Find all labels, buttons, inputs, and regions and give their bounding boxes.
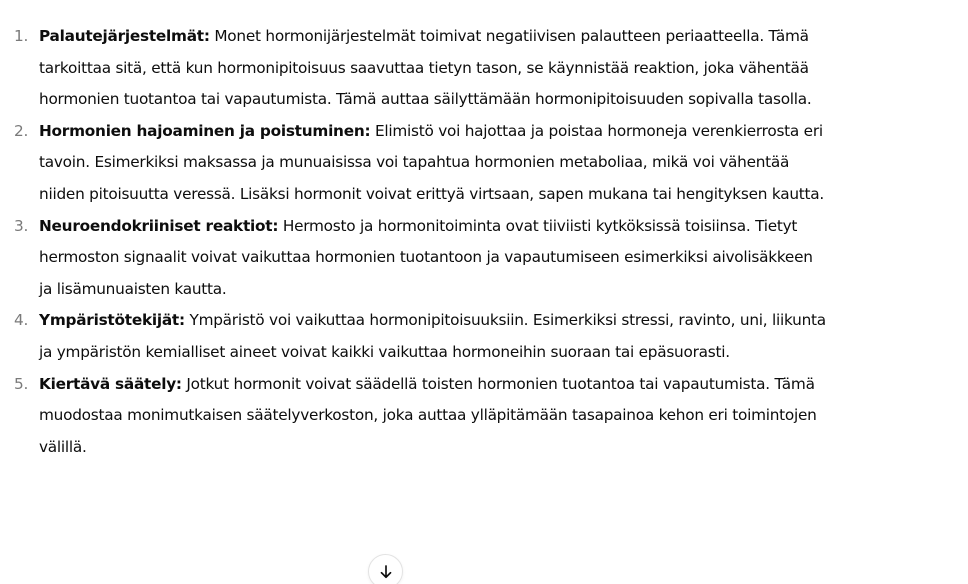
list-item-text: Elimistö voi hajottaa ja poistaa hormoneja verenkierrosta eri tavoin. Esimerkiksi maksassa ja munuaisissa voi tapahtua hormonien metaboliaa, mikä voi vähentää niiden pitoisuutta veressä. Lisäksi hormonit voivat erittyä virtsaan, sapen mukana tai hengityksen kautta.	[39, 121, 824, 203]
list-item	[0, 369, 830, 464]
list-item-term: Neuroendokriiniset reaktiot:	[39, 216, 279, 235]
arrow-down-icon	[377, 563, 395, 581]
list-item	[0, 305, 830, 368]
scroll-to-bottom-button[interactable]	[368, 554, 403, 584]
list-item-text: Monet hormonijärjestelmät toimivat negatiivisen palautteen periaatteella. Tämä tarkoittaa sitä, että kun hormonipitoisuus saavuttaa tietyn tason, se käynnistää reaktion, joka vähentää hormonien tuotantoa tai vapautumista. Tämä auttaa säilyttämään hormonipitoisuuden sopivalla tasolla.	[39, 27, 812, 109]
list-item	[0, 211, 830, 306]
list-item	[0, 116, 830, 211]
list-item-number: 2.	[14, 121, 29, 140]
list-item-term: Hormonien hajoaminen ja poistuminen:	[39, 121, 371, 140]
list-item-term: Kiertävä säätely:	[39, 374, 182, 393]
list-item-term: Palautejärjestelmät:	[39, 27, 210, 45]
list-item-text: Jotkut hormonit voivat säädellä toisten hormonien tuotantoa tai vapautumista. Tämä muodostaa monimutkaisen säätelyverkoston, joka auttaa ylläpitämään tasapainoa kehon eri toimintojen välillä.	[39, 374, 817, 456]
list-item-number: 3.	[14, 216, 29, 235]
list-item-text: Hermosto ja hormonitoiminta ovat tiiviisti kytköksissä toisiinsa. Tietyt hermoston signaalit voivat vaikuttaa hormonien tuotantoon ja vapautumiseen esimerkiksi aivolisäkkeen ja lisämunuaisten kautta.	[39, 216, 813, 298]
list-item-number: 4.	[14, 311, 29, 330]
numbered-list	[0, 21, 830, 463]
list-item-text: Ympäristö voi vaikuttaa hormonipitoisuuksiin. Esimerkiksi stressi, ravinto, uni, liikunta ja ympäristön kemialliset aineet voivat kaikki vaikuttaa hormoneihin suoraan tai epäsuorasti.	[39, 311, 826, 361]
list-item-number: 5.	[14, 374, 29, 393]
list-item-number: 1.	[14, 27, 29, 45]
assistant-message	[0, 21, 830, 463]
list-item-term: Ympäristötekijät:	[39, 311, 185, 330]
list-item	[0, 21, 830, 116]
